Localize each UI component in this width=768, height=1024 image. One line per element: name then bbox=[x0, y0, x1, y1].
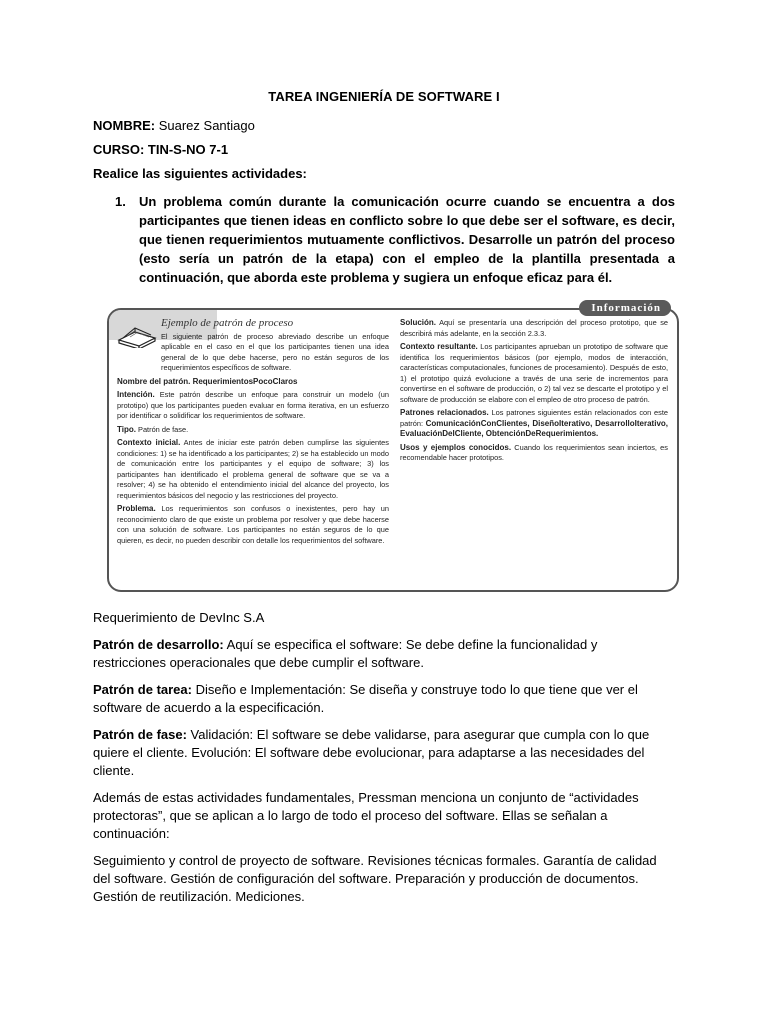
related-patterns-label: Patrones relacionados. bbox=[400, 408, 489, 417]
dev-pattern bbox=[93, 636, 673, 672]
info-right-column bbox=[400, 318, 668, 467]
info-tab: Información bbox=[579, 300, 671, 316]
resulting-context bbox=[400, 342, 668, 405]
type-text: Patrón de fase. bbox=[135, 424, 189, 434]
info-box-title: Ejemplo de patrón de proceso bbox=[161, 317, 294, 329]
related-patterns bbox=[400, 408, 668, 440]
type-label: Tipo. bbox=[117, 424, 136, 434]
pressman-paragraph: Además de estas actividades fundamentales, Pressman menciona un conjunto de “actividades protectoras”, que se aplican a lo largo de todo el proceso del software. Ellas se señalan a continuación: bbox=[93, 790, 639, 841]
intent-label: Intención. bbox=[117, 390, 155, 399]
question-1 bbox=[115, 192, 675, 287]
resulting-context-text: Los participantes aprueban un prototipo de software que identifica los requerimientos básicos (por ejemplo, modos de interacción, características computacionales, funciones de procesamiento). Después de esto, 1) el prototipo quizá evolucione a través de una serie de incrementos para convertirse en el software de producción, o 2) tal vez se descarte el prototipo y el software de producción se elabore con el empleo de otro proceso de patrón. bbox=[400, 342, 669, 404]
solution bbox=[400, 318, 668, 339]
activities-paragraph: Seguimiento y control de proyecto de software. Revisiones técnicas formales. Garantía de calidad del software. Gestión de configuración del software. Preparación y producción de documentos. Gestión de reutilización. Mediciones. bbox=[93, 853, 657, 904]
phase-pattern-validation: Validación: bbox=[186, 727, 254, 742]
page-title: TAREA INGENIERÍA DE SOFTWARE I bbox=[268, 89, 500, 104]
related-patterns-text: Los patrones siguientes están relacionados con este patrón: bbox=[400, 408, 668, 428]
requirement-title: Requerimiento de DevInc S.A bbox=[93, 610, 265, 625]
initial-context bbox=[117, 438, 389, 501]
question-text: Un problema común durante la comunicación ocurre cuando se encuentra a dos participantes que tienen ideas en conflicto sobre lo que debe ser el software, es decir, que tienen requerimientos mutuamente conflictivos. Desarrolle un patrón del proceso (esto sería un patrón de la etapa) con el empleo de la plantilla presentada a continuación, que aborda este problema y sugiera un enfoque eficaz para él. bbox=[139, 194, 675, 285]
intent bbox=[117, 390, 389, 422]
problem-text: Los requerimientos son confusos o inexistentes, pero hay un reconocimiento claro de que existe un problema por resolver y que debe hacerse con una solución de software. Los participantes no están seguros de lo que quieren, es decir, no pueden describir con detalle los requerimientos del software. bbox=[117, 504, 389, 545]
task-pattern-label: Patrón de tarea: bbox=[93, 682, 192, 697]
name-line bbox=[93, 118, 255, 133]
related-patterns-list: ComunicaciónConClientes, DiseñoIterativo, DesarrolloIterativo, EvaluaciónDelCliente, ObtenciónDeRequerimientos. bbox=[400, 418, 668, 438]
known-uses bbox=[400, 443, 668, 464]
pattern-name-label: Nombre del patrón. bbox=[117, 376, 191, 386]
pattern-name bbox=[117, 377, 389, 388]
initial-context-text: Antes de iniciar este patrón deben cumplirse las siguientes condiciones: 1) se ha identificado a los participantes; 2) se ha establecido un modo de comunicación entre los participantes y el equipo de software; 3) los participantes han identificado el problema general de software que se va a resolver; 4) se ha obtenido el entendimiento inicial del alcance del proyecto, los requerimientos básicos del negocio y las restricciones del proyecto. bbox=[117, 438, 389, 500]
course-line bbox=[93, 142, 228, 157]
solution-label: Solución. bbox=[400, 318, 436, 327]
pattern-name-value: RequerimientosPocoClaros bbox=[190, 376, 298, 386]
phase-pattern bbox=[93, 726, 673, 780]
task-pattern-text: Diseño e Implementación: Se diseña y construye todo lo que tiene que ver el software de acuerdo a la especificación. bbox=[93, 682, 638, 715]
intent-text: Este patrón describe un enfoque para construir un modelo (un prototipo) que los participantes pueden evaluar en forma iterativa, en un esfuerzo por identificar o solidificar los requerimientos de software. bbox=[117, 390, 389, 420]
initial-context-label: Contexto inicial. bbox=[117, 438, 181, 447]
info-box bbox=[107, 300, 677, 590]
course-label: CURSO: bbox=[93, 142, 145, 157]
solution-text: Aquí se presentaría una descripción del proceso prototipo, que se describirá más adelante, en la sección 2.3.3. bbox=[400, 318, 668, 338]
info-intro: El siguiente patrón de proceso abreviado describe un enfoque aplicable en el caso en el que los participantes tienen una idea general de lo que debe hacerse, pero no están seguros de los requerimientos específicos de software. bbox=[161, 331, 389, 372]
task-pattern bbox=[93, 681, 673, 717]
name-label: NOMBRE: bbox=[93, 118, 156, 133]
name-value: Suarez Santiago bbox=[155, 118, 255, 133]
phase-pattern-label: Patrón de fase: bbox=[93, 727, 187, 742]
dev-pattern-text: Aquí se especifica el software: Se debe define la funcionalidad y restricciones operacionales que debe cumplir el software. bbox=[93, 637, 598, 670]
question-number: 1. bbox=[115, 194, 126, 209]
known-uses-label: Usos y ejemplos conocidos. bbox=[400, 442, 512, 452]
info-left-column bbox=[117, 318, 389, 549]
problem bbox=[117, 504, 389, 546]
book-icon bbox=[117, 318, 157, 348]
instructions: Realice las siguientes actividades: bbox=[93, 166, 307, 181]
resulting-context-label: Contexto resultante. bbox=[400, 342, 478, 351]
course-value: TIN-S-NO 7-1 bbox=[144, 142, 229, 157]
dev-pattern-label: Patrón de desarrollo: bbox=[93, 637, 224, 652]
problem-label: Problema. bbox=[117, 504, 156, 513]
type bbox=[117, 425, 389, 436]
known-uses-text: Cuando los requerimientos sean inciertos, es recomendable hacer prototipos. bbox=[400, 442, 668, 462]
phase-pattern-text: El software se debe validarse, para asegurar que cumpla con lo que quiere el cliente. Evolución: El software debe evolucionar, para adaptarse a las necesidades del cliente. bbox=[93, 727, 650, 778]
